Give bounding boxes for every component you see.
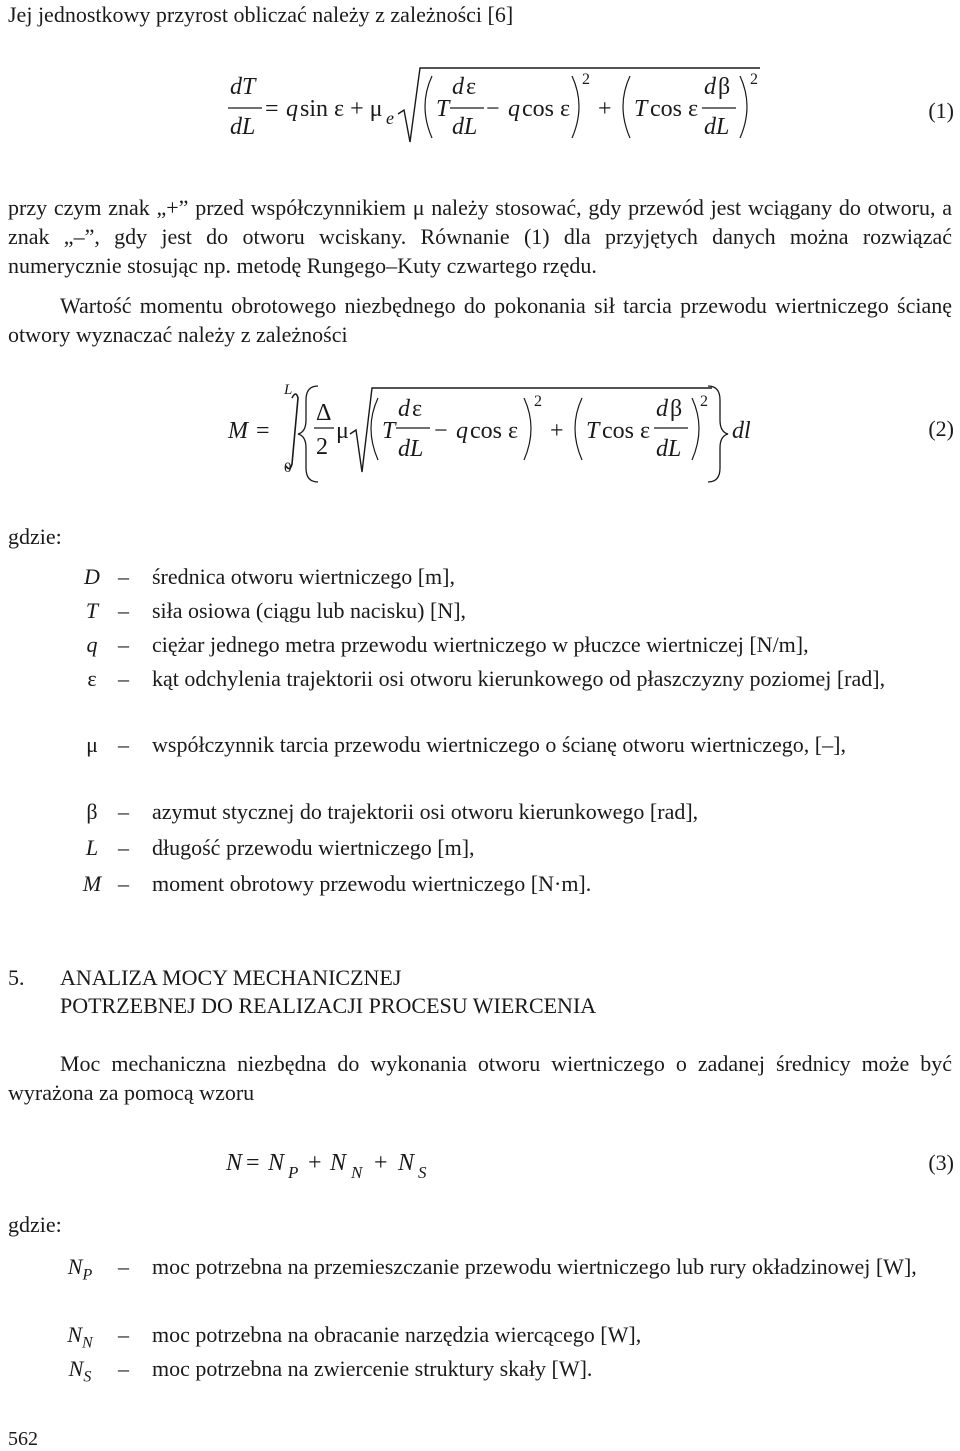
svg-text:q: q <box>508 96 520 122</box>
definition-text: długość przewodu wiertniczego [m], <box>152 835 475 860</box>
svg-text:T: T <box>634 96 648 122</box>
equation-1 <box>0 62 960 152</box>
svg-text:T: T <box>436 96 450 122</box>
svg-text:+: + <box>550 418 564 444</box>
definition-dash: – <box>118 1322 129 1347</box>
svg-text:M: M <box>228 418 248 444</box>
svg-text:T: T <box>382 418 396 444</box>
svg-text:dT: dT <box>230 74 256 100</box>
svg-text:2: 2 <box>316 434 328 460</box>
svg-text:2: 2 <box>750 71 758 88</box>
definition-symbol: $N_N$ <box>67 1322 93 1352</box>
svg-text:N: N <box>398 1150 415 1176</box>
svg-text:S: S <box>418 1163 427 1182</box>
definition-dash: – <box>118 732 129 757</box>
svg-text:−: − <box>486 96 500 122</box>
definition-symbol: M <box>82 871 102 896</box>
svg-text:q: q <box>456 418 468 444</box>
svg-text:=: = <box>246 1150 260 1176</box>
definition-dash: – <box>118 598 129 623</box>
svg-text:β: β <box>670 396 683 422</box>
definition-symbol: q <box>86 632 98 657</box>
svg-text:N: N <box>351 1163 363 1182</box>
definition-dash: – <box>118 666 129 691</box>
svg-text:cos ε: cos ε <box>602 418 651 444</box>
svg-text:cos ε: cos ε <box>522 96 571 122</box>
svg-text:cos ε: cos ε <box>470 418 519 444</box>
svg-text:N: N <box>268 1150 285 1176</box>
svg-text:−: − <box>434 418 448 444</box>
definition-dash: – <box>118 799 129 824</box>
svg-text:q: q <box>286 96 298 122</box>
svg-text:d: d <box>452 74 464 100</box>
definition-text: współczynnik tarcia przewodu wiertniczego o ścianę otworu wiertniczego, [–], <box>152 732 846 757</box>
svg-text:dL: dL <box>704 114 730 140</box>
section-number: 5. <box>8 965 25 990</box>
svg-text:N: N <box>226 1150 243 1176</box>
definition-symbol: $N_P$ <box>67 1254 93 1284</box>
equation-2 <box>0 380 960 490</box>
definition-text: ciężar jednego metra przewodu wiertniczego w płuczce wiertniczej [N/m], <box>152 632 809 657</box>
svg-text:T: T <box>586 418 600 444</box>
svg-text:d: d <box>398 396 410 422</box>
svg-text:dL: dL <box>452 114 478 140</box>
definition-text: średnica otworu wiertniczego [m], <box>152 564 455 589</box>
svg-text:+: + <box>308 1150 322 1176</box>
svg-text:cos ε: cos ε <box>650 96 699 122</box>
definition-dash: – <box>118 564 129 589</box>
svg-text:Δ: Δ <box>316 400 332 426</box>
svg-text:=: = <box>265 96 279 122</box>
paragraph-3: Moc mechaniczna niezbędna do wykonania otworu wiertniczego o zadanej średnicy może być wyrażona za pomocą wzoru <box>8 1051 952 1105</box>
section-heading <box>8 964 596 1020</box>
page-number: 562 <box>8 1428 38 1450</box>
definition-text: moc potrzebna na obracanie narzędzia wiercącego [W], <box>152 1322 642 1347</box>
svg-text:2: 2 <box>582 71 590 88</box>
definition-text: moc potrzebna na zwiercenie struktury skały [W]. <box>152 1356 593 1381</box>
where-label-1: gdzie: <box>8 524 62 549</box>
svg-text:dL: dL <box>656 436 682 462</box>
definition-symbol: D <box>84 564 100 589</box>
paragraph-2: Wartość momentu obrotowego niezbędnego do pokonania sił tarcia przewodu wiertniczego ścianę otwory wyznaczać należy z zależności <box>8 293 952 347</box>
definition-dash: – <box>118 835 129 860</box>
svg-text:d: d <box>704 74 716 100</box>
intro-line: Jej jednostkowy przyrost obliczać należy z zależności [6] <box>8 2 514 27</box>
svg-text:sin ε + μ: sin ε + μ <box>300 96 383 122</box>
definition-dash: – <box>118 632 129 657</box>
definition-symbol: μ <box>86 732 98 757</box>
section-title-line-2: POTRZEBNEJ DO REALIZACJI PROCESU WIERCENIA <box>60 993 597 1018</box>
svg-text:d: d <box>656 396 668 422</box>
paragraph-1: przy czym znak „+” przed współczynnikiem μ należy stosować, gdy przewód jest wciągany do otworu, a znak „–”, gdy jest do otworu wciskany. Równanie (1) dla przyjętych danych można rozwiązać numerycznie stosując np. metodę Rungego–Kuty czwartego rzędu. <box>8 195 952 278</box>
svg-text:dl: dl <box>732 418 751 444</box>
svg-text:2: 2 <box>534 393 542 410</box>
svg-text:ε: ε <box>466 74 477 100</box>
svg-text:L: L <box>284 382 293 398</box>
svg-text:+: + <box>598 96 612 122</box>
equation-3-graphic <box>0 1140 960 1190</box>
definition-text: siła osiowa (ciągu lub nacisku) [N], <box>152 598 467 623</box>
svg-text:0: 0 <box>284 460 292 476</box>
svg-text:=: = <box>256 418 270 444</box>
svg-text:e: e <box>386 108 394 128</box>
definition-text: azymut stycznej do trajektorii osi otworu kierunkowego [rad], <box>152 799 699 824</box>
svg-text:2: 2 <box>700 393 708 410</box>
svg-text:P: P <box>288 1163 299 1182</box>
definition-dash: – <box>118 1356 129 1381</box>
definition-symbol: L <box>85 835 99 860</box>
equation-1-graphic <box>0 62 960 152</box>
equation-3-number: (3) <box>928 1150 954 1175</box>
definition-text: kąt odchylenia trajektorii osi otworu kierunkowego od płaszczyzny poziomej [rad], <box>152 666 886 691</box>
equation-3 <box>0 1140 960 1190</box>
equation-2-graphic <box>0 380 960 490</box>
svg-text:β: β <box>718 74 731 100</box>
svg-text:μ: μ <box>336 418 349 444</box>
svg-text:ε: ε <box>412 396 423 422</box>
definition-dash: – <box>118 871 129 896</box>
definition-symbol: ε <box>87 666 97 691</box>
definition-symbol: $N_S$ <box>68 1356 92 1386</box>
definition-dash: – <box>118 1254 129 1279</box>
svg-text:dL: dL <box>230 114 256 140</box>
definition-text: moc potrzebna na przemieszczanie przewodu wiertniczego lub rury okładzinowej [W], <box>152 1254 917 1279</box>
svg-text:+: + <box>374 1150 388 1176</box>
definition-text: moment obrotowy przewodu wiertniczego [N·m]. <box>152 871 592 896</box>
svg-text:N: N <box>330 1150 347 1176</box>
section-title-line-1: ANALIZA MOCY MECHANICZNEJ <box>60 965 402 990</box>
where-label-2: gdzie: <box>8 1212 62 1237</box>
svg-text:dL: dL <box>398 436 424 462</box>
equation-1-number: (1) <box>928 98 954 123</box>
equation-2-number: (2) <box>928 416 954 441</box>
definition-symbol: T <box>85 598 99 623</box>
definition-symbol: β <box>86 799 98 824</box>
